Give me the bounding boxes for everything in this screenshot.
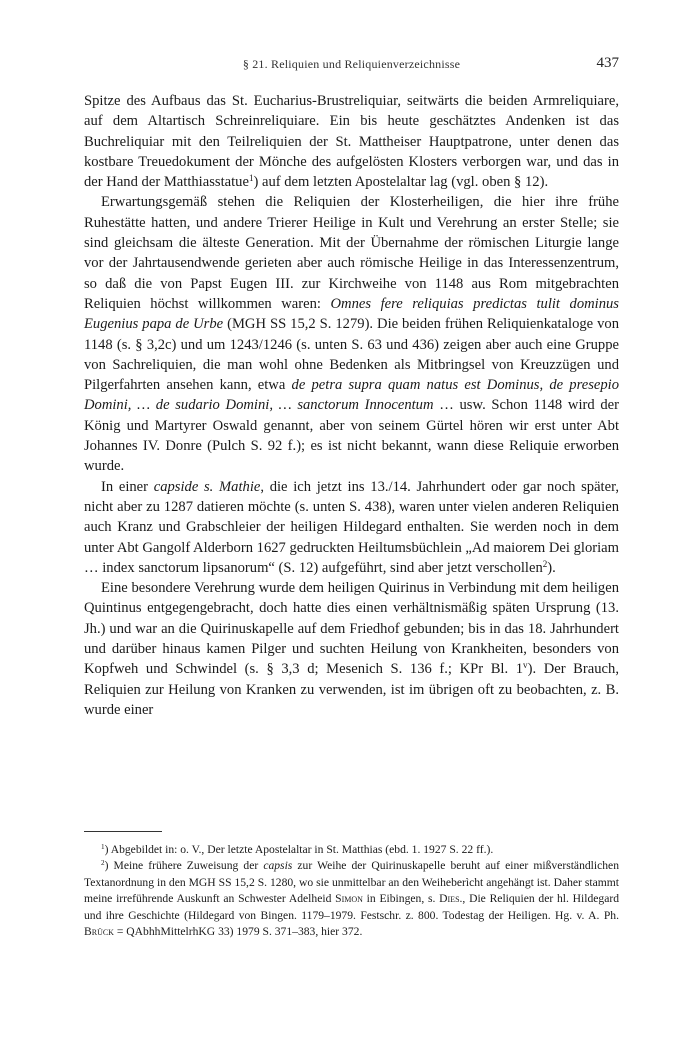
text-run: zur Weihe der Quirinuskapelle beruht auf einer mißverständlichen Textanordnung in den MGH SS 15,2 S. 1280, wo sie unmittelbar an den Weiheberìcht angehängt ist. Daher stammt meine irreführende Auskunft an Schwester Adelheid bbox=[84, 859, 619, 906]
footnote-marker: 1 bbox=[248, 173, 254, 184]
text-run: ) Meine frühere Zuweisung der bbox=[104, 859, 264, 873]
paragraph bbox=[84, 91, 619, 192]
page-number: 437 bbox=[596, 55, 619, 71]
footnote bbox=[84, 858, 619, 940]
paragraph bbox=[84, 477, 619, 578]
italic-text: de petra supra quam natus est Dominus, de presepio Domini, … de sudario Domini, … sanctorum Innocentum bbox=[84, 377, 620, 414]
text-run: = QAbhhMittelrhKG 33) 1979 S. 371–383, hier 372. bbox=[113, 925, 363, 939]
footnote-marker: 1 bbox=[101, 843, 105, 852]
text-run: Eine besondere Verehrung wurde dem heiligen Quirinus in Verbindung mit dem heiligen Quintinus entgegengebracht, doch hatte dies einen verhältnismäßig späten Ursprung (13. Jh.) und war an die Quirinuskapelle auf dem Friedhof gebunden; bis in das 18. Jahrhundert und darüber hinaus kamen Pilger und suchten Heilung von Krankheiten, besonders von Kopfweh und Schwindel (s. § 3,3 d; Mesenich S. 136 f.; KPr Bl. 1 bbox=[84, 580, 619, 678]
text-run: ). bbox=[547, 559, 556, 576]
running-title: § 21. Reliquien und Reliquienverzeichnisse bbox=[242, 57, 461, 71]
text-run: , die ich jetzt ins 13./14. Jahrhundert oder gar noch später, nicht aber zu 1287 datieren möchte (s. unten S. 438), waren unter vielen anderen Reliquien auch Kranz und Grabschleier der heiligen Hildegard enthalten. Sie werden noch in dem unter Abt Gangolf Alderborn 1627 gedruckten Heiltumsbüchlein „Ad maiorem Dei gloriam … index sanctorum lipsanorum“ (S. 12) aufgeführt, sind aber jetzt verschollen bbox=[84, 478, 620, 576]
text-run: Spitze des Aufbaus das St. Eucharius-Brustreliquiar, seitwärts die beiden Armreliquiare, auf dem Altartisch Schreinreliquiare. Ein bis heute geschätztes Andenken ist das Buchreliquiar mit den Teilreliquien der St. Mattheiser Hauptpatrone, unter denen das kostbare Treuedokument der Mönche des aufgelösten Klosters verborgen war, und das in der Hand der Matthiasstatue bbox=[84, 93, 619, 191]
italic-text: capsis bbox=[263, 859, 293, 873]
text-run: Erwartungsgemäß stehen die Reliquien der Klosterheiligen, die hier ihre frühe Ruhestätte hatten, und andere Trierer Heilige in Kult und Verehrung an erster Stelle; sie sind gleichsam die älteste Generation. Mit der Übernahme der römischen Liturgie lange vor der Jahrtausendwende gerieten aber auch römische Heilige in das Interessenzentrum, so daß die von Papst Eugen III. zur Kirchweihe von 1148 aus Rom mitgebrachten Reliquien höchst willkommen waren: bbox=[84, 194, 619, 312]
small-caps-text: Dies bbox=[439, 892, 460, 906]
text-run: (MGH SS 15,2 S. 1279). Die beiden frühen Reliquienkataloge von 1148 (s. § 3,2c) und um 1243/1246 (s. unten S. 63 und 436) zeigen aber auch eine Gruppe von Sachreliquien, die man wohl ohne Bedenken als Mitbringsel von Kreuzzügen und Pilgerfahrten ansehen kann, etwa bbox=[84, 316, 619, 394]
italic-text: Omnes fere reliquias predictas tulit dominus Eugenius papa de Urbe bbox=[84, 295, 619, 333]
small-caps-text: Brück bbox=[84, 925, 114, 939]
paragraph bbox=[84, 578, 619, 720]
text-run: in Eibingen, s. bbox=[362, 892, 440, 906]
page-header bbox=[84, 55, 619, 77]
footnote-separator bbox=[84, 831, 162, 832]
paragraph bbox=[84, 192, 619, 476]
text-run: ) Abgebildet in: o. V., Der letzte Apostelaltar in St. Matthias (ebd. 1. 1927 S. 22 ff.). bbox=[104, 843, 494, 856]
footnote-marker: 2 bbox=[101, 859, 105, 868]
footnote bbox=[84, 842, 619, 858]
italic-text: capside s. Mathie bbox=[153, 478, 261, 495]
body-text bbox=[84, 91, 619, 720]
text-run: ) auf dem letzten Apostelaltar lag (vgl. oben § 12). bbox=[253, 174, 549, 191]
footnote-marker: v bbox=[523, 660, 528, 671]
text-run: … usw. Schon 1148 wird der König und Martyrer Oswald genannt, aber von seinem Gürtel hören wir erst unter Abt Johannes IV. Donre (Pulch S. 92 f.); es ist nicht bekannt, wann diese Reliquie erworben wurde. bbox=[84, 397, 619, 475]
text-run: ., Die Reliquien der hl. Hildegard und ihre Geschichte (Hildegard von Bingen. 1179–1979. Festschr. z. 800. Todestag der Heiligen. Hg. v. A. Ph. bbox=[84, 892, 619, 922]
small-caps-text: Simon bbox=[335, 892, 363, 906]
footnotes bbox=[84, 842, 619, 940]
text-run: ). Der Brauch, Reliquien zur Heilung von Kranken zu verwenden, ist im übrigen oft zu beobachten, z. B. wurde einer bbox=[84, 661, 619, 718]
footnote-marker: 2 bbox=[542, 558, 548, 569]
text-run: In einer bbox=[101, 478, 154, 495]
